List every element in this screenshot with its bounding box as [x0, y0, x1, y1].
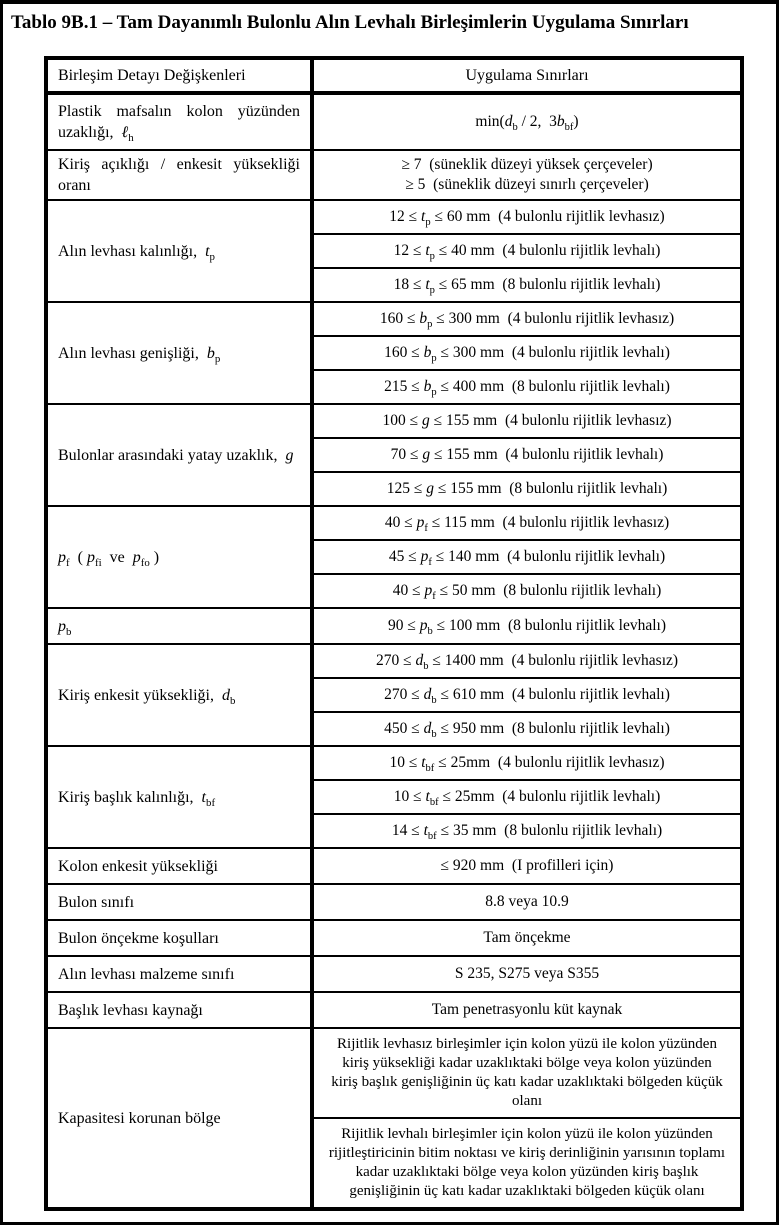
variable-label-cell: Bulon sınıfı	[46, 884, 312, 920]
table-row	[46, 608, 742, 644]
limit-value-cell: S 235, S275 veya S355	[312, 956, 742, 992]
limit-value-cell: 70 ≤ g ≤ 155 mm (4 bulonlu rijitlik levhalı)	[312, 438, 742, 472]
limit-value-cell: $160 \le b_p \le 300$ mm (4 bulonlu rijitlik levhalı)	[312, 336, 742, 370]
limit-value-cell: $18 \le t_p \le 65$ mm (8 bulonlu rijitlik levhalı)	[312, 268, 742, 302]
variable-label-cell: Alın levhası malzeme sınıfı	[46, 956, 312, 992]
table-row	[46, 404, 742, 438]
table-row	[46, 200, 742, 234]
table-row	[46, 302, 742, 336]
limit-value-cell: $40 \le p_f \le 115$ mm (4 bulonlu rijitlik levhasız)	[312, 506, 742, 540]
table-row	[46, 644, 742, 678]
limit-value-cell: $10 \le t_{bf} \le 25mm$ (4 bulonlu rijitlik levhasız)	[312, 746, 742, 780]
table-row	[46, 506, 742, 540]
limit-value-cell: $270 \le d_b \le 610$ mm (4 bulonlu rijitlik levhalı)	[312, 678, 742, 712]
limit-value-cell: $215 \le b_p \le 400$ mm (8 bulonlu rijitlik levhalı)	[312, 370, 742, 404]
limit-value-cell: $40 \le p_f \le 50$ mm (8 bulonlu rijitlik levhalı)	[312, 574, 742, 608]
column-header-limits: Uygulama Sınırları	[312, 58, 742, 93]
limit-value-cell: Tam önçekme	[312, 920, 742, 956]
table-row	[46, 1028, 742, 1118]
variable-label-cell: Başlık levhası kaynağı	[46, 992, 312, 1028]
limit-value-cell: ≥ 7 (süneklik düzeyi yüksek çerçeveler) ≥ 5 (süneklik düzeyi sınırlı çerçeveler)	[312, 150, 742, 200]
limit-value-cell: Tam penetrasyonlu küt kaynak	[312, 992, 742, 1028]
table-row	[46, 920, 742, 956]
table-row	[46, 956, 742, 992]
limit-value-cell: $12 \le t_p \le 40$ mm (4 bulonlu rijitlik levhalı)	[312, 234, 742, 268]
table-row	[46, 150, 742, 200]
limit-value-cell: Rijitlik levhasız birleşimler için kolon yüzü ile kolon yüzünden kiriş yüksekliği kadar uzaklıktaki bölge veya kolon yüzünden kiriş başlık genişliğinin üç katı kadar uzaklıktaki bölgeden küçük olanı	[312, 1028, 742, 1118]
table-row	[46, 746, 742, 780]
limits-table-body	[46, 93, 742, 1209]
variable-label-cell: Bulonlar arasındaki yatay uzaklık, g	[46, 404, 312, 506]
table-row	[46, 992, 742, 1028]
table-row	[46, 93, 742, 150]
limit-value-cell: $160 \le b_p \le 300$ mm (4 bulonlu rijitlik levhasız)	[312, 302, 742, 336]
limit-value-cell: 125 ≤ g ≤ 155 mm (8 bulonlu rijitlik levhalı)	[312, 472, 742, 506]
limit-value-cell: $10 \le t_{bf} \le 25mm$ (4 bulonlu rijitlik levhalı)	[312, 780, 742, 814]
table-row	[46, 884, 742, 920]
limit-value-cell: $45 \le p_f \le 140$ mm (4 bulonlu rijitlik levhalı)	[312, 540, 742, 574]
variable-label-cell: Kiriş açıklığı / enkesit yüksekliği oranı	[46, 150, 312, 200]
limit-value-cell: $270 \le d_b \le 1400$ mm (4 bulonlu rijitlik levhasız)	[312, 644, 742, 678]
variable-label-cell: $p_b$	[46, 608, 312, 644]
limit-value-cell: Rijitlik levhalı birleşimler için kolon yüzü ile kolon yüzünden rijitleştiricinin bitim noktası ve kiriş derinliğinin yarısının toplamı kadar uzaklıktaki bölge veya kolon yüzünden kiriş başlık genişliğinin üç katı kadar uzaklıktaki bölgeden küçük olanı	[312, 1118, 742, 1209]
limit-value-cell: ≤ 920 mm (I profilleri için)	[312, 848, 742, 884]
limit-value-cell: $\min(d_b / 2$, $3b_{bf}$)	[312, 93, 742, 150]
variable-label-cell: Kiriş başlık kalınlığı, $t_{bf}$	[46, 746, 312, 848]
variable-label-cell: $p_f$ ( $p_{fi}$ ve $p_{fo}$ )	[46, 506, 312, 608]
table-header-row	[46, 58, 742, 93]
limit-value-cell: $450 \le d_b \le 950$ mm (8 bulonlu rijitlik levhalı)	[312, 712, 742, 746]
variable-label-cell: Kiriş enkesit yüksekliği, $d_b$	[46, 644, 312, 746]
table-title: Tablo 9B.1 – Tam Dayanımlı Bulonlu Alın Levhalı Birleşimlerin Uygulama Sınırları	[11, 12, 689, 33]
variable-label-cell: Plastik mafsalın kolon yüzünden uzaklığı, ℓ$_h$	[46, 93, 312, 150]
limit-value-cell: $90 \le p_b \le 100$ mm (8 bulonlu rijitlik levhalı)	[312, 608, 742, 644]
limit-value-cell: $14 \le t_{bf} \le 35$ mm (8 bulonlu rijitlik levhalı)	[312, 814, 742, 848]
variable-label-cell: Kapasitesi korunan bölge	[46, 1028, 312, 1209]
limit-value-cell: $12 \le t_p \le 60$ mm (4 bulonlu rijitlik levhasız)	[312, 200, 742, 234]
limit-value-cell: 100 ≤ g ≤ 155 mm (4 bulonlu rijitlik levhasız)	[312, 404, 742, 438]
application-limits-table	[44, 56, 744, 1211]
table-row	[46, 848, 742, 884]
limit-value-cell: 8.8 veya 10.9	[312, 884, 742, 920]
variable-label-cell: Alın levhası kalınlığı, $t_p$	[46, 200, 312, 302]
variable-label-cell: Bulon önçekme koşulları	[46, 920, 312, 956]
column-header-variables: Birleşim Detayı Değişkenleri	[46, 58, 312, 93]
variable-label-cell: Kolon enkesit yüksekliği	[46, 848, 312, 884]
variable-label-cell: Alın levhası genişliği, $b_p$	[46, 302, 312, 404]
